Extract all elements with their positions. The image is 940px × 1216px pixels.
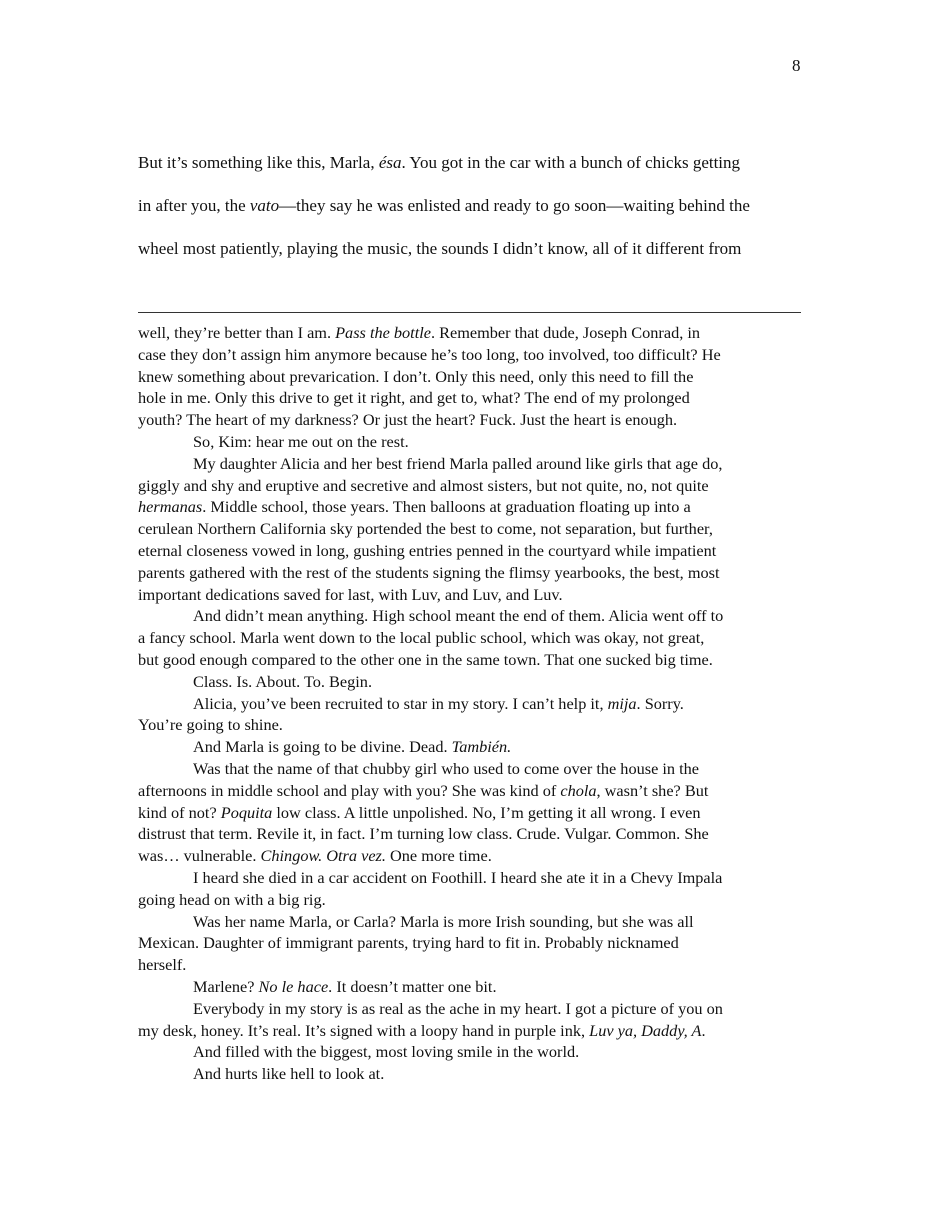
text-line — [138, 954, 808, 976]
text-segment: , wasn’t she? But — [596, 780, 709, 800]
text-segment: was… vulnerable. — [138, 846, 261, 866]
footnote-separator — [138, 312, 801, 313]
text-segment: . — [701, 1020, 706, 1040]
text-segment: And filled with the biggest, most loving smile in the world. — [193, 1042, 580, 1062]
text-line — [138, 344, 808, 366]
italic-text: ésa — [378, 153, 402, 172]
text-line — [138, 736, 808, 758]
text-segment: I heard she died in a car accident on Foothill. I heard she ate it in a Chevy Impala — [193, 867, 723, 887]
text-segment: —they say he was enlisted and ready to go soon—waiting behind the — [279, 196, 750, 215]
text-segment: So, Kim: hear me out on the rest. — [193, 431, 409, 451]
italic-text: Chingow. Otra vez. — [260, 846, 386, 866]
text-line — [138, 758, 808, 780]
text-line — [138, 780, 808, 802]
text-segment: well, they’re better than I am. — [138, 323, 336, 342]
text-line — [138, 649, 808, 671]
text-segment: Was her name Marla, or Carla? Marla is more Irish sounding, but she was all — [193, 911, 694, 931]
text-segment: hole in me. Only this drive to get it right, and get to, what? The end of my prolonged — [138, 388, 690, 408]
text-segment: distrust that term. Revile it, in fact. I’m turning low class. Crude. Vulgar. Common. She — [138, 824, 709, 844]
text-segment: parents gathered with the rest of the students signing the flimsy yearbooks, the best, most — [138, 562, 720, 582]
text-segment: And hurts like hell to look at. — [193, 1064, 385, 1084]
text-segment: kind of not? — [138, 802, 221, 822]
text-line — [138, 911, 808, 933]
italic-text: chola — [560, 780, 597, 800]
text-line — [138, 627, 808, 649]
text-line — [138, 693, 808, 715]
text-segment: Was that the name of that chubby girl who used to come over the house in the — [193, 758, 699, 778]
text-segment: . Remember that dude, Joseph Conrad, in — [430, 323, 701, 342]
text-line — [138, 540, 808, 562]
text-line — [138, 1020, 808, 1042]
text-line — [138, 195, 808, 238]
italic-text: mija — [607, 693, 637, 713]
text-segment: afternoons in middle school and play with you? She was kind of — [138, 780, 561, 800]
italic-text: vato — [249, 196, 280, 215]
text-line — [138, 152, 808, 195]
text-segment: And Marla is going to be divine. Dead. — [193, 737, 452, 757]
text-segment: a fancy school. Marla went down to the local public school, which was okay, not great, — [138, 628, 705, 648]
text-segment: Everybody in my story is as real as the ache in my heart. I got a picture of you on — [193, 998, 723, 1018]
text-line — [138, 366, 808, 388]
page-number: 8 — [792, 56, 801, 75]
text-segment: case they don’t assign him anymore because he’s too long, too involved, too difficult? He — [138, 344, 721, 364]
text-line — [138, 431, 808, 453]
text-segment: . Sorry. — [636, 693, 684, 713]
text-line — [138, 409, 808, 431]
text-segment: herself. — [138, 955, 187, 975]
text-line — [138, 496, 808, 518]
text-segment: giggly and shy and eruptive and secretive and almost sisters, but not quite, no, not quite — [138, 475, 709, 495]
text-line — [138, 562, 808, 584]
text-line — [138, 671, 808, 693]
text-segment: One more time. — [385, 846, 492, 866]
body-text — [138, 152, 808, 281]
text-segment: eternal closeness vowed in long, gushing entries penned in the courtyard while impatient — [138, 540, 717, 560]
text-segment: My daughter Alicia and her best friend Marla palled around like girls that age do, — [193, 453, 723, 473]
text-line — [138, 845, 808, 867]
text-line — [138, 889, 808, 911]
italic-text: También. — [451, 737, 512, 757]
text-segment: . You got in the car with a bunch of chicks getting — [401, 153, 741, 172]
text-segment: Marlene? — [193, 976, 259, 996]
text-segment: Alicia, you’ve been recruited to star in my story. I can’t help it, — [193, 693, 608, 713]
text-line — [138, 714, 808, 736]
text-segment: in after you, the — [138, 196, 250, 215]
text-line — [138, 453, 808, 475]
italic-text: No le hace — [258, 976, 329, 996]
italic-text: Pass the bottle — [335, 323, 431, 342]
italic-text: Poquita — [220, 802, 273, 822]
text-line — [138, 823, 808, 845]
text-segment: youth? The heart of my darkness? Or just the heart? Fuck. Just the heart is enough. — [138, 410, 678, 430]
text-line — [138, 584, 808, 606]
text-segment: Class. Is. About. To. Begin. — [193, 671, 373, 691]
text-line — [138, 605, 808, 627]
text-line — [138, 387, 808, 409]
text-line — [138, 322, 808, 344]
text-line — [138, 518, 808, 540]
text-segment: cerulean Northern California sky portended the best to come, not separation, but further, — [138, 519, 713, 539]
text-line — [138, 475, 808, 497]
text-line — [138, 1063, 808, 1085]
text-segment: And didn’t mean anything. High school meant the end of them. Alicia went off to — [193, 606, 724, 626]
text-line — [138, 932, 808, 954]
italic-text: Luv ya, Daddy, A — [589, 1020, 702, 1040]
footnote-text — [138, 322, 808, 1085]
text-segment: going head on with a big rig. — [138, 889, 326, 909]
text-line — [138, 802, 808, 824]
text-line — [138, 867, 808, 889]
italic-text: hermanas — [138, 497, 203, 517]
text-line — [138, 238, 808, 281]
text-segment: knew something about prevarication. I don’t. Only this need, only this need to fill the — [138, 366, 694, 386]
text-segment: but good enough compared to the other one in the same town. That one sucked big time. — [138, 649, 713, 669]
text-line — [138, 998, 808, 1020]
text-line — [138, 1041, 808, 1063]
text-segment: But it’s something like this, Marla, — [138, 153, 379, 172]
text-line — [138, 976, 808, 998]
text-segment: wheel most patiently, playing the music, the sounds I didn’t know, all of it different from — [138, 239, 742, 258]
text-segment: . Middle school, those years. Then balloons at graduation floating up into a — [202, 497, 691, 517]
text-segment: You’re going to shine. — [138, 715, 283, 735]
text-segment: low class. A little unpolished. No, I’m getting it all wrong. I even — [272, 802, 701, 822]
text-segment: Mexican. Daughter of immigrant parents, trying hard to fit in. Probably nicknamed — [138, 933, 679, 953]
text-segment: . It doesn’t matter one bit. — [328, 976, 497, 996]
text-segment: my desk, honey. It’s real. It’s signed with a loopy hand in purple ink, — [138, 1020, 590, 1040]
text-segment: important dedications saved for last, with Luv, and Luv, and Luv. — [138, 584, 563, 604]
